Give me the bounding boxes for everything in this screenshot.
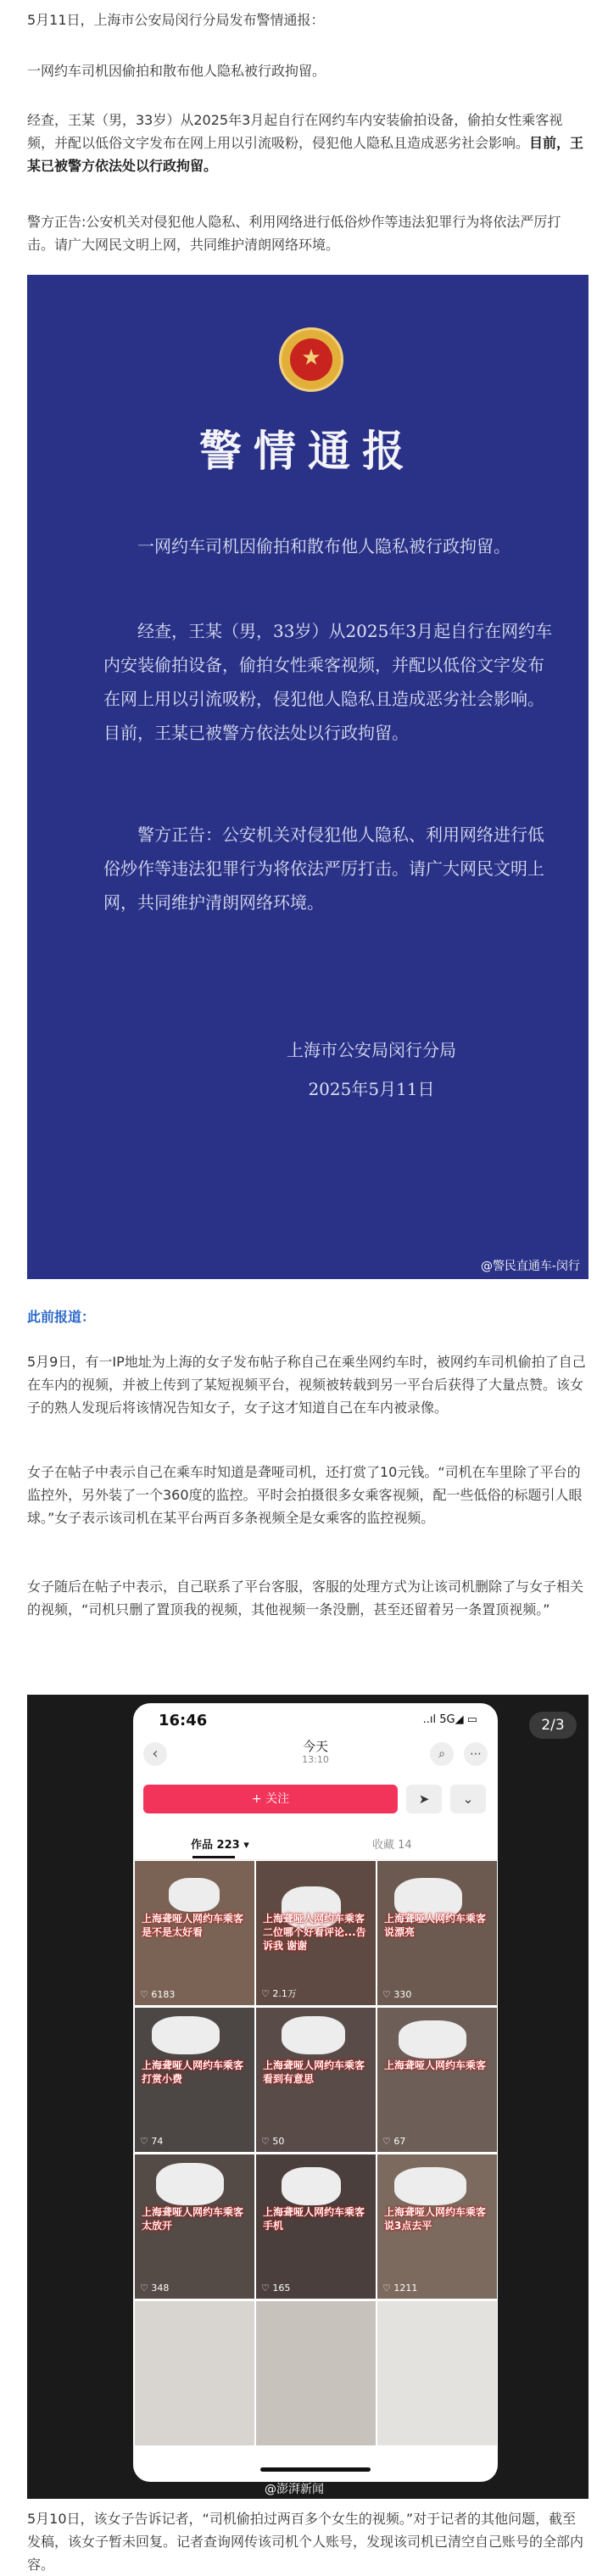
notice-paragraph-2: 经查，王某（男，33岁）从2025年3月起自行在网约车内安装偷拍设备，偷拍女性乘客视频，并配以低俗文字发布在网上用以引流吸粉，侵犯他人隐私且造成恶劣社会影响。目前，王某已被警方依法处以行政拘留。 <box>103 621 553 743</box>
tab-underline <box>192 1856 235 1858</box>
notice-org: 上海市公安局闵行分局 <box>287 1040 456 1060</box>
status-time: 16:46 <box>159 1712 208 1729</box>
video-tile <box>135 2301 254 2445</box>
image-page-indicator: 2/3 <box>529 1712 577 1739</box>
earlier-paragraph-4: 5月10日，该女子告诉记者，“司机偷拍过两百多个女生的视频。”对于记者的其他问题，截至发稿，该女子暂未回复。记者查询网传该司机个人账号，发现该司机已清空自己账号的全部内容。 <box>27 2511 584 2573</box>
video-caption: 上海聋哑人网约车乘客打赏小费 <box>142 2059 244 2085</box>
notice-title: 警情通报 <box>199 426 416 476</box>
intro-paragraph-3 <box>27 109 587 177</box>
video-caption: 上海聋哑人网约车乘客说漂亮 <box>384 1913 487 1938</box>
account-subtitle: 13:10 <box>302 1754 329 1765</box>
tab-favorites: 收藏 14 <box>372 1839 412 1852</box>
video-tile <box>377 2008 497 2152</box>
video-tile <box>256 2154 376 2299</box>
video-tile <box>377 2301 497 2445</box>
intro-paragraph-1: 5月11日，上海市公安局闵行分局发布警情通报： <box>27 12 325 28</box>
video-likes: ♡ 330 <box>382 1989 412 2000</box>
intro-paragraph-3-text: 经查，王某（男，33岁）从2025年3月起自行在网约车内安装偷拍设备，偷拍女性乘客视频，并配以低俗文字发布在网上用以引流吸粉，侵犯他人隐私且造成恶劣社会影响。 <box>27 112 563 151</box>
video-tile <box>377 2154 497 2299</box>
video-tile <box>377 1861 497 2005</box>
video-likes: ♡ 74 <box>140 2136 164 2147</box>
video-likes: ♡ 348 <box>140 2283 170 2294</box>
video-caption: 上海聋哑人网约车乘客手机 <box>263 2206 365 2232</box>
video-likes: ♡ 165 <box>261 2283 291 2294</box>
share-icon: ➤ <box>406 1785 442 1813</box>
video-caption: 上海聋哑人网约车乘客 <box>384 2059 487 2071</box>
intro-paragraph-4: 警方正告:公安机关对侵犯他人隐私、利用网络进行低俗炒作等违法犯罪行为将依法严厉打击。请广大网民文明上网，共同维护清朗网络环境。 <box>27 214 561 253</box>
police-notice-image <box>27 275 588 1279</box>
account-name: 今天 <box>302 1739 328 1754</box>
follow-button: + 关注 <box>143 1785 398 1813</box>
video-tile <box>135 1861 254 2005</box>
video-likes: ♡ 6183 <box>140 1989 176 2000</box>
video-caption: 上海聋哑人网约车乘客是不是太好看 <box>142 1913 244 1938</box>
video-caption: 上海聋哑人网约车乘客看到有意思 <box>263 2059 365 2085</box>
video-tile <box>135 2154 254 2299</box>
police-emblem-icon: ★ <box>279 327 343 392</box>
video-tile <box>256 2301 376 2445</box>
earlier-paragraph-2: 女子在帖子中表示自己在乘车时知道是聋哑司机，还打赏了10元钱。“司机在车里除了平台的监控外，另外装了一个360度的监控。平时会拍摄很多女乘客视频，配一些低俗的标题引人眼球。”女子表示该司机在某平台两百多条视频全是女乘客的监控视频。 <box>27 1464 583 1526</box>
status-signal: ..ıl 5G◢ ▭ <box>422 1713 477 1726</box>
video-likes: ♡ 50 <box>261 2136 285 2147</box>
earlier-paragraph-3: 女子随后在帖子中表示，自己联系了平台客服，客服的处理方式为让该司机删除了与女子相关的视频，“司机只删了置顶我的视频，其他视频一条没删，甚至还留着另一条置顶视频。” <box>27 1579 584 1618</box>
video-tile <box>256 1861 376 2005</box>
chevron-down-icon: ⌄ <box>450 1785 486 1813</box>
earlier-paragraph-1: 5月9日，有一IP地址为上海的女子发布帖子称自己在乘坐网约车时，被网约车司机偷拍了自己在车内的视频，并被上传到了某短视频平台，视频被转载到另一平台后获得了大量点赞。该女子的熟人发现后将该情况告知女子，女子这才知道自己在车内被录像。 <box>27 1354 586 1416</box>
video-caption: 上海聋哑人网约车乘客二位哪个好看评论...告诉我 谢谢 <box>263 1913 366 1952</box>
status-bar <box>133 1703 498 1737</box>
intro-paragraph-3-bold: 目前，王某已被警方依法处以行政拘留。 <box>27 135 584 174</box>
profile-nav <box>133 1737 498 1780</box>
search-icon: ⌕ <box>430 1742 454 1766</box>
screenshot-watermark: @澎湃新闻 <box>265 2483 324 2496</box>
video-grid <box>133 1861 498 2446</box>
profile-screenshot-image <box>27 1695 588 2499</box>
notice-paragraph-3: 警方正告：公安机关对侵犯他人隐私、利用网络进行低俗炒作等违法犯罪行为将依法严厉打击。请广大网民文明上网，共同维护清朗网络环境。 <box>103 824 544 913</box>
notice-watermark: @警民直通车-闵行 <box>480 1260 580 1273</box>
video-likes: ♡ 67 <box>382 2136 406 2147</box>
follow-row <box>143 1785 488 1815</box>
video-caption: 上海聋哑人网约车乘客说3点去平 <box>384 2206 487 2232</box>
earlier-report-label: 此前报道： <box>27 1309 96 1325</box>
tab-works: 作品 223 ▾ <box>191 1839 249 1852</box>
profile-tabs <box>133 1829 498 1860</box>
phone-screen <box>133 1703 498 2482</box>
intro-paragraph-2: 一网约车司机因偷拍和散布他人隐私被行政拘留。 <box>27 63 326 79</box>
back-icon: ‹ <box>143 1742 167 1766</box>
notice-paragraph-1: 一网约车司机因偷拍和散布他人隐私被行政拘留。 <box>137 536 510 556</box>
video-caption: 上海聋哑人网约车乘客太放开 <box>142 2206 244 2232</box>
notice-date: 2025年5月11日 <box>308 1079 435 1099</box>
video-likes: ♡ 1211 <box>382 2283 418 2294</box>
home-indicator <box>260 2467 371 2472</box>
video-tile <box>256 2008 376 2152</box>
more-icon: ⋯ <box>464 1742 488 1766</box>
video-likes: ♡ 2.1万 <box>261 1988 297 1999</box>
video-tile <box>135 2008 254 2152</box>
